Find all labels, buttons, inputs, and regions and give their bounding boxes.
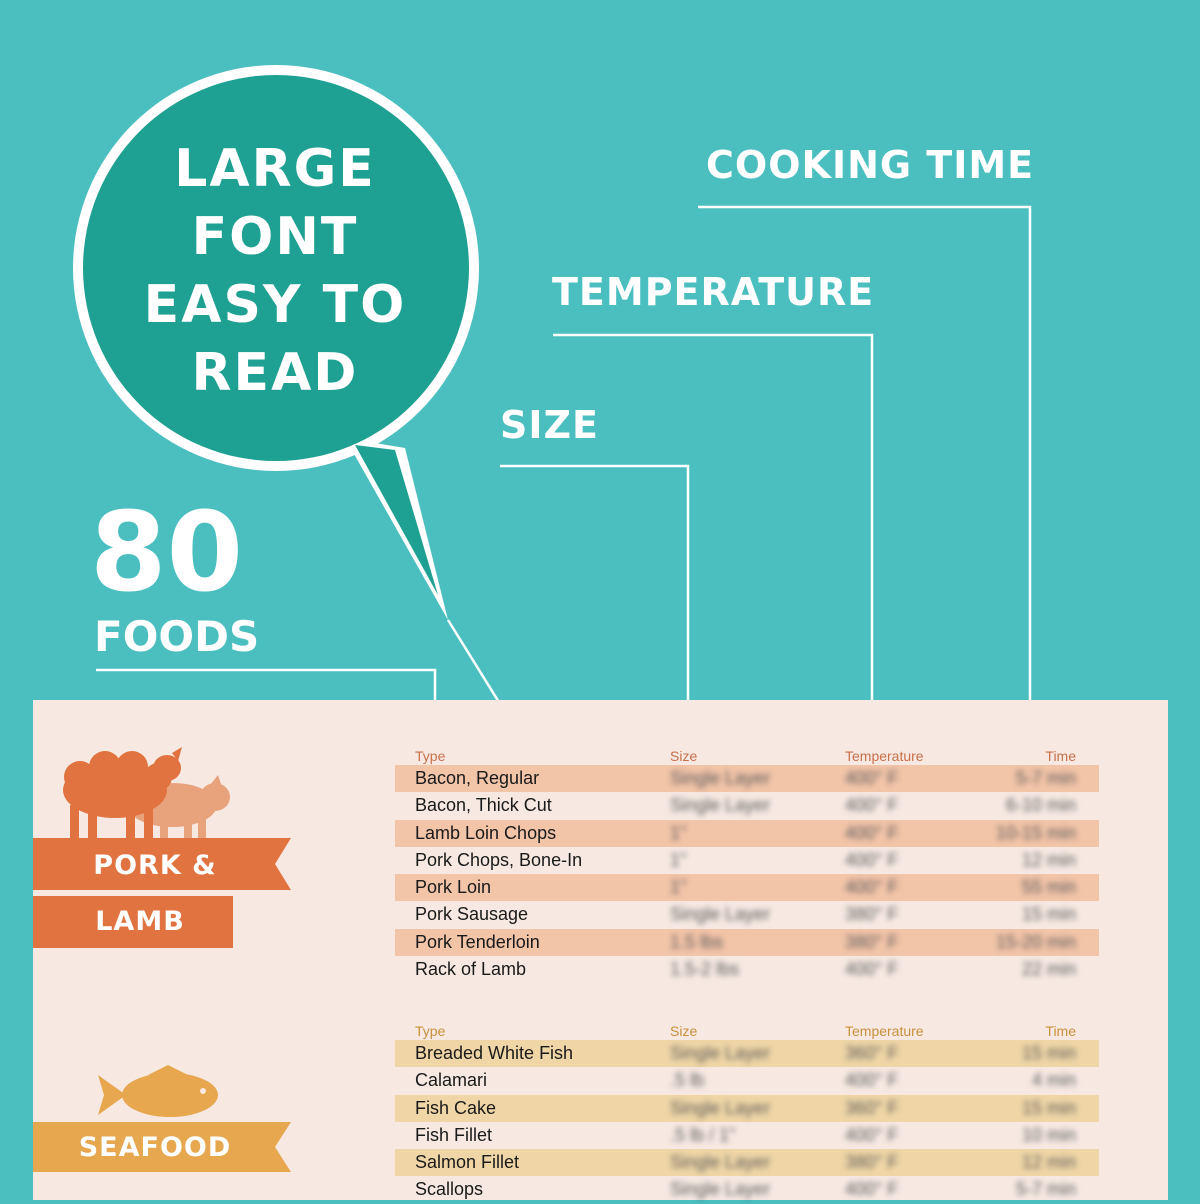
- food-count-number: 80: [90, 488, 244, 616]
- table-row: [395, 901, 1099, 928]
- cell-temp: 380° F: [845, 904, 899, 925]
- cell-type: Rack of Lamb: [415, 959, 527, 980]
- cell-type: Breaded White Fish: [415, 1043, 574, 1063]
- cell-time: 12 min: [1021, 849, 1076, 870]
- cell-size: Single Layer: [670, 768, 771, 788]
- table-row: [395, 1040, 1099, 1067]
- table-row: [395, 792, 1099, 819]
- cell-type: Scallops: [415, 1179, 484, 1200]
- table-row: [395, 765, 1099, 792]
- cell-type: Fish Fillet: [415, 1124, 493, 1145]
- cell-size: Single Layer: [670, 1043, 771, 1063]
- size-label: SIZE: [500, 403, 600, 447]
- bubble-line: FONT: [191, 207, 359, 267]
- cell-type: Salmon Fillet: [415, 1152, 520, 1173]
- header-temperature: Temperature: [845, 748, 924, 764]
- cell-type: Bacon, Thick Cut: [415, 795, 552, 816]
- cell-temp: 400° F: [845, 795, 899, 816]
- table-row: [395, 1067, 1099, 1094]
- seafood-table: [395, 1018, 1099, 1204]
- cell-type: Lamb Loin Chops: [415, 822, 557, 843]
- bubble-line: READ: [191, 343, 359, 403]
- cell-temp: 400° F: [845, 768, 899, 788]
- cell-size: .5 lb: [670, 1070, 705, 1091]
- cell-time: 10-15 min: [995, 822, 1076, 843]
- cell-size: 1": [670, 849, 687, 870]
- cell-size: Single Layer: [670, 1097, 771, 1118]
- table-row: [395, 1122, 1099, 1149]
- seafood-ribbon-label: SEAFOOD: [78, 1131, 232, 1163]
- cell-temp: 400° F: [845, 1179, 899, 1200]
- table-row: [395, 874, 1099, 901]
- cell-time: 5-7 min: [1015, 1179, 1076, 1200]
- header-size: Size: [670, 748, 698, 764]
- header-type: Type: [415, 748, 446, 764]
- cell-size: Single Layer: [670, 1179, 771, 1200]
- table-row: [395, 1095, 1099, 1122]
- pork-ribbon-line-1: PORK &: [93, 849, 217, 881]
- cell-time: 15 min: [1021, 1097, 1076, 1118]
- bubble-line: EASY TO: [143, 275, 407, 335]
- table-row: [395, 820, 1099, 847]
- table-row: [395, 929, 1099, 956]
- cell-size: Single Layer: [670, 795, 771, 816]
- cell-time: 15 min: [1021, 1043, 1076, 1063]
- cell-type: Pork Tenderloin: [415, 931, 540, 952]
- pork-ribbon-line-2: LAMB: [95, 905, 185, 937]
- cell-time: 6-10 min: [1005, 795, 1076, 816]
- cell-type: Fish Cake: [415, 1097, 497, 1118]
- cell-time: 10 min: [1021, 1124, 1076, 1145]
- cell-time: 15 min: [1021, 904, 1076, 925]
- cell-temp: 380° F: [845, 931, 899, 952]
- food-count-label: FOODS: [94, 612, 260, 661]
- table-header: [395, 1018, 1099, 1040]
- table-row: [395, 956, 1099, 983]
- cell-size: 1.5 lbs: [670, 931, 724, 952]
- cell-type: Bacon, Regular: [415, 768, 540, 788]
- header-size: Size: [670, 1023, 698, 1039]
- cell-size: 1": [670, 877, 687, 898]
- header-type: Type: [415, 1023, 446, 1039]
- cell-time: 4 min: [1031, 1070, 1076, 1091]
- cell-temp: 400° F: [845, 877, 899, 898]
- cell-time: 55 min: [1021, 877, 1076, 898]
- table-row: [395, 1149, 1099, 1176]
- pork-table: [395, 743, 1099, 983]
- cell-temp: 400° F: [845, 822, 899, 843]
- cell-size: .5 lb / 1": [670, 1124, 736, 1145]
- header-temperature: Temperature: [845, 1023, 924, 1039]
- cell-time: 15-20 min: [995, 931, 1076, 952]
- temperature-label: TEMPERATURE: [552, 270, 875, 314]
- size-connector: [500, 466, 688, 728]
- bubble-line: LARGE: [174, 139, 376, 199]
- cell-temp: 400° F: [845, 1124, 899, 1145]
- cell-type: Pork Sausage: [415, 904, 529, 925]
- table-row: [395, 847, 1099, 874]
- cell-size: 1": [670, 822, 687, 843]
- cell-temp: 400° F: [845, 849, 899, 870]
- cell-size: Single Layer: [670, 904, 771, 925]
- cell-time: 22 min: [1021, 959, 1076, 980]
- cell-time: 5-7 min: [1015, 768, 1076, 788]
- header-time: Time: [1045, 748, 1076, 764]
- cell-temp: 400° F: [845, 1070, 899, 1091]
- cell-size: 1.5-2 lbs: [670, 959, 740, 980]
- cell-temp: 400° F: [845, 959, 899, 980]
- bubble-text: [80, 135, 470, 407]
- pig-sheep-icon: [60, 745, 235, 845]
- cell-temp: 360° F: [845, 1097, 899, 1118]
- fish-icon: [98, 1065, 223, 1120]
- cell-type: Pork Loin: [415, 877, 492, 898]
- header-time: Time: [1045, 1023, 1076, 1039]
- cell-time: 12 min: [1021, 1152, 1076, 1173]
- cell-temp: 360° F: [845, 1043, 899, 1063]
- cell-type: Calamari: [415, 1070, 488, 1091]
- cell-size: Single Layer: [670, 1152, 771, 1173]
- temperature-connector: [553, 335, 872, 728]
- table-header: [395, 743, 1099, 765]
- cell-temp: 380° F: [845, 1152, 899, 1173]
- cooking-time-label: COOKING TIME: [706, 143, 1035, 187]
- cell-type: Pork Chops, Bone-In: [415, 849, 583, 870]
